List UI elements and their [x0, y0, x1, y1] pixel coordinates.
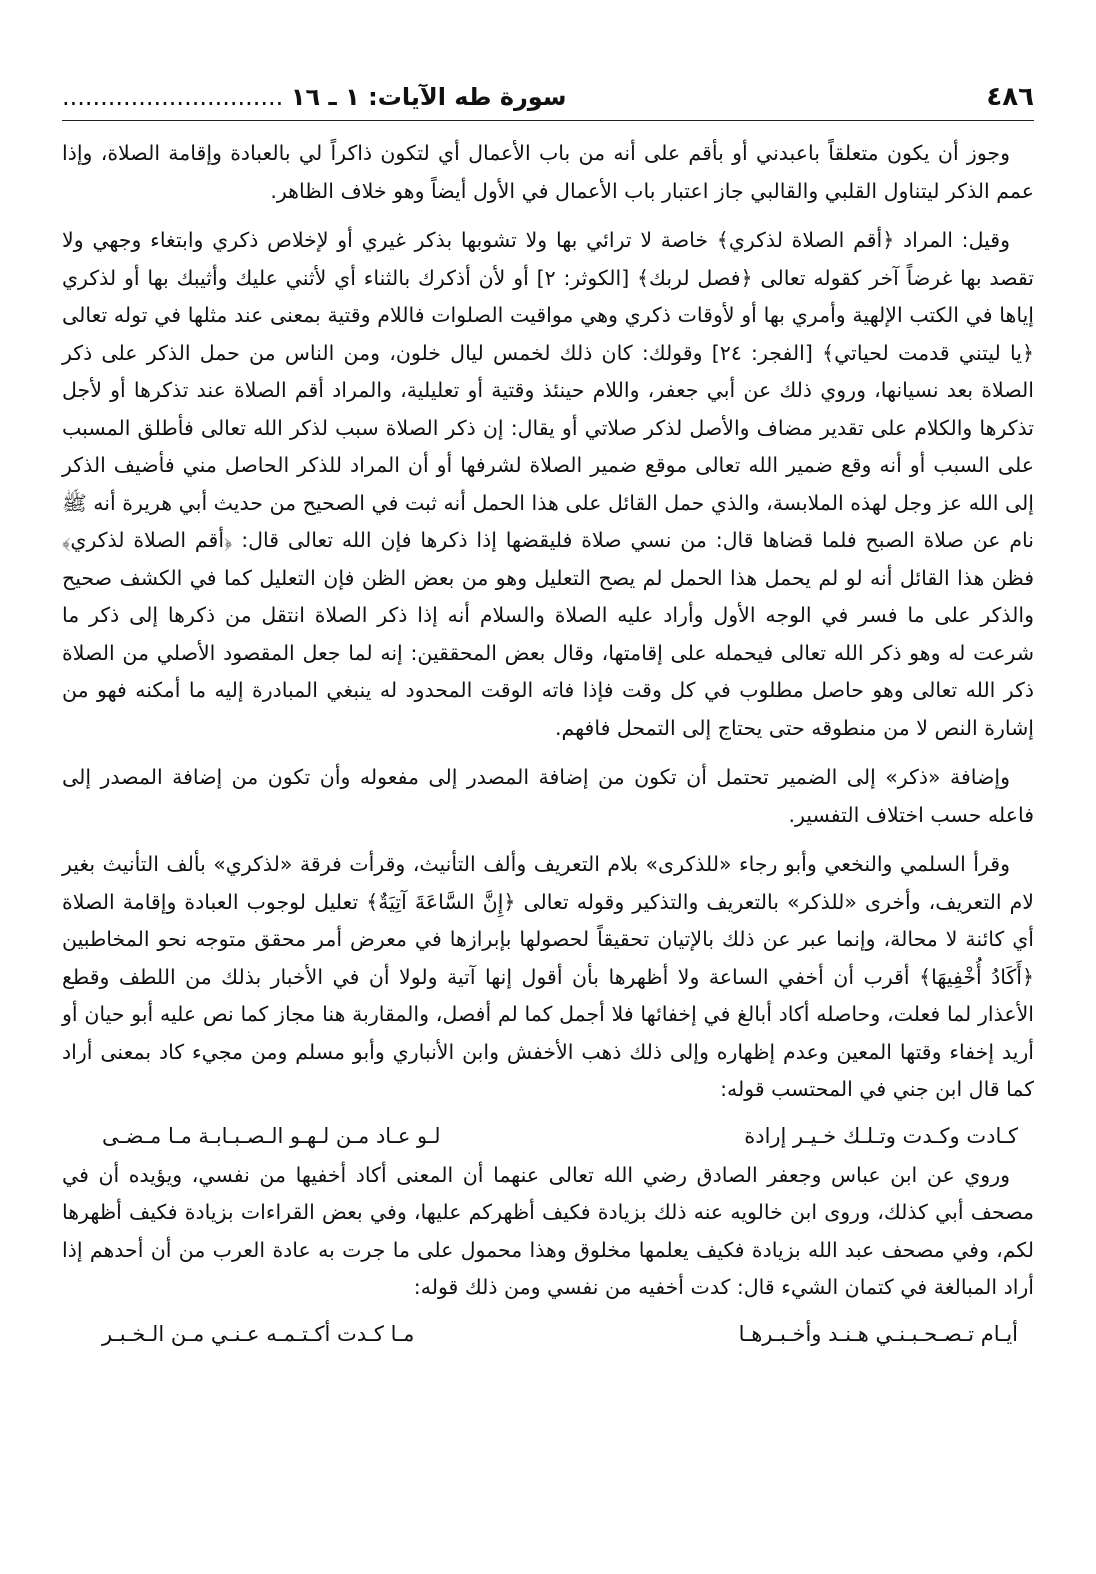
verse-1-second-half: لـو عـاد مـن لـهـو الـصـبـابـة مـا مـضـى: [102, 1123, 441, 1148]
poetry-verse-1: [62, 1117, 1034, 1155]
running-title: سورة طه الآيات: ١ ـ ١٦ .....: [62, 83, 566, 111]
paragraph-3: وإضافة «ذكر» إلى الضمير تحتمل أن تكون من إضافة المصدر إلى مفعوله وأن تكون من إضافة المصدر إلى فاعله حسب اختلاف التفسير.: [62, 765, 1034, 827]
paragraph-4: وقرأ السلمي والنخعي وأبو رجاء «للذكرى» بلام التعريف وألف التأنيث، وقرأت فرقة «لذكري» بألف التأنيث بغير لام التعريف، وأخرى «للذكر» بالتعريف والتذكير وقوله تعالى ﴿إِنَّ السَّاعَةَ آتِيَةٌ﴾ تعليل لوجوب العبادة وإقامة الصلاة أي كائنة لا محالة، وإنما عبر عن ذلك بالإتيان تحقيقاً لحصولها بإبرازها في معرض أمر محقق متوجه نحو المخاطبين ﴿أَكَادُ أُخْفِيهَا﴾ أقرب أن أخفي الساعة ولا أظهرها بأن أقول إنها آتية ولولا أن في الأخبار بذلك من اللطف وقطع الأعذار لما فعلت، وحاصله أكاد أبالغ في إخفائها فلا أجمل كما لم أفصل، والمقاربة هنا مجاز كما نص عليه أبو حيان أو أريد إخفاء وقتها المعين وعدم إظهاره وإلى ذلك ذهب الأخفش وابن الأنباري وأبو مسلم ومن مجيء كاد بمعنى أراد كما قال ابن جني في المحتسب قوله:: [62, 852, 1034, 1101]
page-number: ٤٨٦: [986, 82, 1034, 112]
paragraph-2: وقيل: المراد ﴿أقم الصلاة لذكري﴾ خاصة لا ترائي بها ولا تشوبها بذكر غيري أو لإخلاص ذكري وابتغاء وجهي ولا تقصد بها غرضاً آخر كقوله تعالى ﴿فصل لربك﴾ [الكوثر: ٢] أو لأن أذكرك بالثناء أي لأثني عليك وأثيبك بها أو لذكري إياها في الكتب الإلهية وأمري بها أو لأوقات ذكري وهي مواقيت الصلوات فاللام وقتية بمعنى عند مثلها في توله تعالى ﴿يا ليتني قدمت لحياتي﴾ [الفجر: ٢٤] وقولك: كان ذلك لخمس ليال خلون، ومن الناس من حمل الذكر على ذكر الصلاة بعد نسيانها، وروي ذلك عن أبي جعفر، واللام حينئذ وقتية أو تعليلية، والمراد أقم الصلاة عند تذكرها أو لأجل تذكرها والكلام على تقدير مضاف والأصل لذكر صلاتي أو يقال: إن ذكر الصلاة سبب لذكر الله تعالى فأطلق المسبب على السبب أو أنه وقع ضمير الله تعالى موقع ضمير الصلاة لشرفها أو أن المراد للذكر الحاصل مني فأضيف الذكر إلى الله عز وجل لهذه الملابسة، والذي حمل القائل على هذا الحمل أنه ثبت في الصحيح من حديث أبي هريرة أنه ﷺ نام عن صلاة الصبح فلما قضاها قال: من نسي صلاة فليقضها إذا ذكرها فإن الله تعالى قال: ﴿أقم الصلاة لذكري﴾ فظن هذا القائل أنه لو لم يحمل هذا الحمل لم يصح التعليل وهو من بعض الظن فإن التعليل كما في الكشف صحيح والذكر على ما فسر في الوجه الأول وأراد عليه الصلاة والسلام أنه إذا ذكر الصلاة انتقل من ذكرها إلى ذكر ما شرعت له وهو ذكر الله تعالى فيحمله على إقامتها، وقال بعض المحققين: إنه لما جعل المقصود الأصلي من الصلاة ذكر الله تعالى وهو حاصل مطلوب في كل وقت فإذا فاته الوقت المحدود له ينبغي المبادرة إليه ما أمكنه فهو من إشارة النص لا من منطوقه حتى يحتاج إلى التمحل فافهم.: [62, 228, 1034, 740]
poetry-verse-2: [62, 1315, 1034, 1353]
verse-2-second-half: مـا كـدت أكـتـمـه عـنـي مـن الـخـبـر: [102, 1321, 415, 1346]
verse-1-first-half: كـادت وكـدت وتـلـك خـيـر إرادة: [744, 1123, 1018, 1148]
page-header: [62, 82, 1034, 121]
paragraph-1: وجوز أن يكون متعلقاً باعبدني أو بأقم على أنه من باب الأعمال أي لتكون ذاكراً لي بالعبادة وإقامة الصلاة، وإذا عمم الذكر ليتناول القلبي والقالبي جاز اعتبار باب الأعمال في الأول أيضاً وهو خلاف الظاهر.: [62, 141, 1034, 203]
verse-2-first-half: أيـام تـصـحـبـنـي هـنـد وأخـبـرهـا: [738, 1321, 1018, 1346]
paragraph-5: وروي عن ابن عباس وجعفر الصادق رضي الله تعالى عنهما أن المعنى أكاد أخفيها من نفسي، ويؤيده أن في مصحف أبي كذلك، وروى ابن خالويه عنه ذلك بزيادة فكيف أظهركم عليها، وفي بعض القراءات بزيادة فكيف أظهرها لكم، وفي مصحف عبد الله بزيادة فكيف يعلمها مخلوق وهذا محمول على ما جرت به عادة العرب من أن أحدهم إذا أراد المبالغة في كتمان الشيء قال: كدت أخفيه من نفسي ومن ذلك قوله:: [62, 1162, 1034, 1299]
